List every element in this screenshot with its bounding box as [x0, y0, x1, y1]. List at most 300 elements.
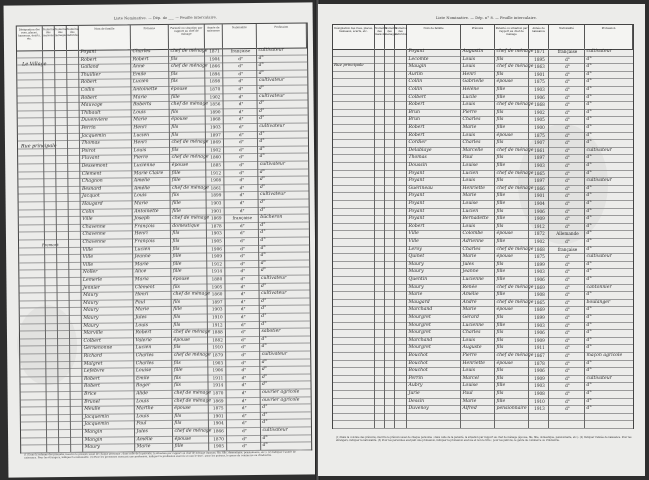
- birth-year-cell: 1910: [534, 398, 545, 404]
- relation-cell: chef de ménage: [173, 352, 211, 358]
- profession-cell: d°: [586, 223, 592, 229]
- profession-cell: d°: [586, 383, 592, 389]
- given-name-cell: Louis: [135, 322, 149, 328]
- profession-cell: sabotier: [261, 328, 281, 335]
- birth-year-cell: 1875: [212, 405, 224, 411]
- nationality-cell: d°: [238, 116, 244, 122]
- relation-cell: épouse: [496, 231, 513, 237]
- nationality-cell: d°: [241, 390, 247, 396]
- profession-cell: d°: [586, 132, 592, 138]
- relation-cell: fils: [170, 79, 178, 85]
- nationality-cell: d°: [239, 177, 245, 183]
- relation-cell: fils: [171, 132, 179, 138]
- surname-cell: Colbert: [83, 338, 102, 344]
- surname-cell: Cordier: [408, 140, 427, 146]
- birth-year-cell: 1888: [212, 329, 223, 335]
- relation-cell: chef de ménage: [170, 63, 208, 70]
- relation-cell: fils: [174, 421, 182, 427]
- nationality-cell: d°: [238, 86, 244, 92]
- nationality-cell: d°: [241, 367, 247, 373]
- surname-cell: Poyant: [408, 216, 425, 222]
- given-name-cell: Emile: [135, 375, 150, 382]
- surname-cell: Maury: [408, 261, 424, 267]
- relation-cell: fils: [496, 375, 504, 381]
- surname-cell: Thomas: [408, 155, 427, 161]
- given-name-cell: Colombe: [462, 231, 484, 237]
- given-name-cell: Valerie: [135, 337, 152, 344]
- birth-year-cell: 1869: [210, 139, 221, 145]
- birth-year-cell: 1914: [212, 382, 224, 388]
- column-divider: [460, 48, 461, 428]
- surname-cell: Thibault: [81, 110, 101, 116]
- surname-cell: Perrin: [408, 375, 423, 381]
- profession-cell: d°: [586, 391, 592, 396]
- nationality-cell: d°: [565, 254, 570, 260]
- birth-year-cell: 1912: [211, 261, 223, 267]
- birth-year-cell: 1861: [210, 185, 222, 191]
- surname-cell: Besnard: [81, 186, 102, 192]
- birth-year-cell: 1908: [534, 391, 545, 396]
- relation-cell: chef de ménage: [174, 390, 212, 396]
- column-divider: [406, 48, 407, 428]
- given-name-cell: Henri: [462, 71, 476, 77]
- surname-cell: Poyant: [408, 208, 425, 214]
- nationality-cell: d°: [238, 108, 244, 114]
- given-name-cell: Louis: [134, 193, 147, 199]
- surname-cell: Mauvage: [81, 102, 103, 109]
- birth-year-cell: 1902: [534, 239, 545, 244]
- profession-cell: cultivateur: [586, 49, 612, 54]
- relation-cell: chef de ménage: [496, 185, 534, 191]
- nationality-cell: d°: [241, 352, 247, 358]
- profession-cell: cultivateur: [259, 161, 286, 167]
- nationality-cell: d°: [240, 253, 246, 259]
- given-name-cell: Louis: [462, 102, 476, 108]
- surname-cell: Maury: [84, 444, 100, 450]
- given-name-cell: Henri: [134, 231, 148, 237]
- surname-cell: Lecomte: [408, 56, 429, 62]
- surname-cell: Brun: [408, 117, 420, 123]
- birth-year-cell: 1910: [211, 314, 223, 320]
- given-name-cell: Alfred: [462, 406, 477, 412]
- nationality-cell: d°: [565, 201, 570, 206]
- surname-cell: Quinet: [408, 254, 425, 260]
- given-name-cell: Louise: [462, 383, 478, 389]
- surname-cell: Jacquot: [82, 194, 100, 200]
- birth-year-cell: 1909: [534, 337, 545, 343]
- relation-cell: chef de ménage: [172, 215, 210, 222]
- column-header: Numéros des maisons: [43, 26, 55, 50]
- surname-cell: Aubry: [408, 383, 423, 389]
- given-name-cell: Louise: [462, 201, 478, 206]
- birth-year-cell: 1870: [213, 435, 224, 442]
- profession-cell: d°: [260, 283, 267, 289]
- relation-cell: chef de ménage: [496, 246, 534, 252]
- profession-cell: d°: [586, 269, 592, 275]
- left-register-page: [4, 2, 318, 477]
- column-header: Désignation des rues, places, hameaux, écarts, etc.: [333, 25, 375, 49]
- relation-cell: épouse: [171, 162, 189, 168]
- birth-year-cell: 1906: [534, 208, 545, 214]
- birth-year-cell: 1879: [212, 352, 224, 358]
- surname-cell: Robert: [408, 125, 425, 130]
- column-header: Profession: [585, 25, 633, 49]
- nationality-cell: d°: [238, 63, 244, 69]
- profession-cell: cantonnier: [586, 284, 612, 290]
- table-row: [333, 420, 633, 429]
- nationality-cell: d°: [241, 405, 247, 411]
- column-divider: [548, 48, 549, 428]
- relation-cell: fils: [496, 330, 504, 336]
- given-name-cell: Lucien: [135, 345, 152, 351]
- given-name-cell: Marcel: [462, 375, 479, 381]
- birth-year-cell: 1863: [534, 64, 545, 70]
- given-name-cell: Henriette: [462, 185, 485, 191]
- relation-cell: épouse: [172, 276, 190, 282]
- given-name-cell: Clément: [134, 284, 155, 290]
- given-name-cell: Charles: [132, 49, 151, 55]
- given-name-cell: Louis: [462, 178, 476, 184]
- relation-cell: fille: [496, 125, 506, 130]
- given-name-cell: Charles: [462, 117, 481, 123]
- birth-year-cell: 1875: [534, 132, 545, 138]
- profession-cell: d°: [259, 146, 265, 152]
- profession-cell: d°: [260, 245, 266, 251]
- nationality-cell: d°: [241, 397, 247, 403]
- given-name-cell: Alice: [134, 269, 147, 275]
- surname-cell: Lemerle: [82, 277, 103, 283]
- relation-cell: fils: [172, 238, 180, 244]
- given-name-cell: Henri: [133, 125, 147, 131]
- given-name-cell: Marie: [462, 254, 477, 260]
- birth-year-cell: 1906: [211, 245, 222, 252]
- given-name-cell: Antoinette: [134, 208, 159, 214]
- nationality-cell: d°: [242, 435, 247, 441]
- profession-cell: d°: [586, 360, 592, 366]
- given-name-cell: Marie: [134, 261, 149, 268]
- relation-cell: fils: [496, 56, 504, 62]
- given-name-cell: Marie: [134, 201, 148, 207]
- birth-year-cell: 1898: [209, 78, 221, 84]
- birth-year-cell: 1905: [211, 238, 222, 244]
- nationality-cell: d°: [565, 79, 570, 85]
- surname-cell: Delablaye: [408, 147, 432, 153]
- column-divider: [374, 48, 375, 428]
- given-name-cell: Paul: [462, 391, 473, 396]
- relation-cell: fille: [171, 170, 181, 176]
- given-name-cell: Marie: [462, 193, 477, 199]
- nationality-cell: d°: [238, 131, 244, 137]
- profession-cell: d°: [586, 71, 592, 77]
- profession-cell: d°: [260, 253, 266, 259]
- profession-cell: d°: [586, 208, 592, 214]
- relation-cell: chef de ménage: [174, 398, 212, 404]
- profession-cell: d°: [586, 292, 592, 298]
- relation-cell: fils: [496, 178, 504, 184]
- relation-cell: fils: [172, 284, 180, 290]
- birth-year-cell: 1867: [534, 353, 545, 358]
- given-name-cell: Marcelle: [462, 147, 484, 153]
- given-name-cell: Louise: [135, 368, 152, 374]
- profession-cell: d°: [586, 406, 592, 412]
- surname-cell: Marie: [408, 292, 423, 298]
- relation-cell: fille: [496, 216, 506, 222]
- profession-cell: d°: [260, 237, 266, 243]
- nationality-cell: d°: [565, 292, 570, 298]
- birth-year-cell: 1870: [212, 390, 224, 396]
- nationality-cell: d°: [240, 314, 246, 320]
- surname-cell: Doussin: [408, 163, 428, 168]
- column-header: Prénoms: [131, 25, 169, 49]
- given-name-cell: Lucienne: [462, 322, 484, 328]
- surname-cell: Fluvant: [81, 156, 100, 162]
- given-name-cell: Marie: [132, 94, 147, 100]
- profession-cell: d°: [586, 64, 592, 70]
- column-header: Année de naissance: [529, 25, 549, 49]
- given-name-cell: Jules: [462, 261, 474, 267]
- relation-cell: fils: [171, 124, 179, 130]
- given-name-cell: Alide: [136, 391, 149, 397]
- relation-cell: épouse: [496, 254, 513, 260]
- given-name-cell: Auguste: [462, 345, 482, 351]
- nationality-cell: d°: [241, 382, 247, 388]
- nationality-cell: d°: [565, 345, 570, 351]
- given-name-cell: Louis: [133, 109, 146, 116]
- profession-cell: cultivateur: [261, 290, 287, 297]
- surname-cell: Maury: [408, 284, 424, 290]
- surname-cell: Perrin: [81, 125, 96, 131]
- nationality-cell: française: [230, 48, 251, 54]
- birth-year-cell: 1905: [211, 283, 223, 290]
- birth-year-cell: 1869: [534, 307, 545, 313]
- birth-year-cell: 1904: [534, 201, 545, 206]
- given-name-cell: Gérard: [462, 315, 479, 320]
- profession-cell: d°: [586, 337, 592, 343]
- surname-cell: Ville: [408, 239, 419, 244]
- profession-cell: d°: [262, 412, 268, 418]
- birth-year-cell: 1906: [534, 94, 545, 100]
- nationality-cell: française: [557, 49, 578, 54]
- surname-cell: Poyant: [408, 178, 425, 184]
- nationality-cell: d°: [565, 132, 570, 138]
- given-name-cell: Roger: [136, 383, 151, 389]
- birth-year-cell: 1870: [209, 86, 221, 92]
- birth-year-cell: 1903: [209, 124, 221, 130]
- nationality-cell: d°: [565, 307, 570, 313]
- nationality-cell: d°: [239, 139, 244, 145]
- given-name-cell: Lucile: [462, 94, 477, 100]
- profession-cell: d°: [586, 170, 592, 176]
- surname-cell: Clement: [81, 171, 102, 177]
- birth-year-cell: 1905: [534, 117, 545, 123]
- nationality-cell: d°: [565, 261, 570, 267]
- relation-cell: fille: [496, 193, 506, 199]
- nationality-cell: d°: [239, 192, 245, 198]
- surname-cell: Robert: [408, 223, 425, 229]
- profession-cell: d°: [586, 277, 592, 282]
- profession-cell: cultivateur: [261, 351, 288, 357]
- profession-cell: d°: [586, 125, 592, 130]
- given-name-cell: François: [134, 239, 155, 245]
- nationality-cell: d°: [565, 383, 570, 389]
- birth-year-cell: 1912: [212, 321, 223, 328]
- profession-cell: d°: [259, 184, 266, 190]
- nationality-cell: d°: [240, 276, 246, 282]
- relation-cell: fille: [173, 367, 183, 374]
- given-name-cell: Robert: [132, 56, 149, 62]
- birth-year-cell: 1865: [534, 170, 545, 176]
- given-name-cell: Marie: [135, 307, 150, 313]
- nationality-cell: française: [232, 215, 253, 221]
- nationality-cell: d°: [565, 109, 570, 115]
- relation-cell: fils: [496, 117, 504, 123]
- nationality-cell: d°: [238, 70, 244, 76]
- relation-cell: fille: [496, 383, 506, 389]
- surname-cell: Marchand: [408, 307, 433, 313]
- surname-cell: Poyant: [408, 193, 425, 199]
- nationality-cell: d°: [241, 359, 247, 365]
- relation-cell: fils: [496, 315, 504, 320]
- birth-year-cell: 1869: [210, 215, 222, 221]
- relation-cell: fils: [496, 71, 504, 77]
- given-name-cell: Bernadette: [462, 216, 489, 222]
- nationality-cell: Allemande: [556, 231, 579, 237]
- nationality-cell: d°: [239, 200, 245, 206]
- given-name-cell: Charles: [135, 353, 154, 359]
- profession-cell: d°: [586, 109, 592, 115]
- relation-cell: fille: [496, 398, 506, 404]
- surname-cell: Haugard: [82, 201, 103, 207]
- profession-cell: d°: [261, 367, 268, 373]
- birth-year-cell: 1900: [534, 125, 545, 130]
- relation-cell: fille: [496, 163, 506, 168]
- given-name-cell: Anne: [132, 64, 145, 70]
- relation-cell: domestique: [172, 223, 200, 229]
- profession-cell: d°: [261, 374, 268, 380]
- nationality-cell: d°: [565, 125, 570, 130]
- birth-year-cell: 1861: [534, 147, 545, 153]
- birth-year-cell: 1903: [534, 383, 545, 389]
- birth-year-cell: 1871: [534, 49, 545, 54]
- given-name-cell: Adrienne: [462, 239, 484, 244]
- birth-year-cell: 1911: [534, 345, 545, 351]
- birth-year-cell: 1908: [534, 292, 545, 298]
- left-margin-note-street: Rue principale: [20, 144, 57, 150]
- profession-cell: d°: [260, 260, 267, 266]
- nationality-cell: d°: [242, 443, 248, 449]
- column-header: Nationalité: [223, 24, 257, 48]
- nationality-cell: d°: [240, 238, 245, 244]
- right-footnote: (1) Dans la colonne des prénoms, inscrire le prénom usuel de chaque personne ; dans celle de la parenté, la situation par rapport au chef de ménage (épouse, fils, fille, domestique, pensionnaire, etc.). (2) Indiquer l'année de naissance. Pour les étrangers, indiquer la nationalité. (3) Pour les personnes exerçant une profession, indiquer la profession exercée et non le titre ; pour les patrons, le genre de commerce ou d'industrie.: [336, 436, 632, 443]
- given-name-cell: Louis: [462, 56, 476, 62]
- profession-cell: d°: [586, 216, 592, 222]
- column-header: Numéros des ménages: [55, 26, 67, 50]
- given-name-cell: Henriette: [462, 360, 485, 366]
- nationality-cell: d°: [565, 216, 570, 222]
- nationality-cell: d°: [239, 146, 244, 152]
- relation-cell: fils: [172, 246, 180, 252]
- surname-cell: Robert: [80, 95, 97, 101]
- nationality-cell: d°: [565, 360, 570, 366]
- birth-year-cell: 1903: [212, 359, 224, 366]
- given-name-cell: Amelie: [133, 178, 150, 184]
- surname-cell: Brun: [408, 109, 420, 115]
- given-name-cell: Charles: [462, 246, 481, 252]
- surname-cell: Mourgret: [408, 330, 431, 336]
- relation-cell: fille: [496, 94, 506, 100]
- nationality-cell: d°: [565, 315, 570, 320]
- given-name-cell: Renée: [462, 284, 478, 290]
- nationality-cell: d°: [241, 412, 247, 418]
- relation-cell: fille: [174, 443, 184, 450]
- relation-cell: fils: [173, 360, 181, 366]
- surname-cell: Dessemont: [81, 163, 108, 169]
- nationality-cell: d°: [565, 284, 570, 290]
- surname-cell: Robert: [83, 376, 100, 382]
- relation-cell: épouse: [173, 337, 191, 343]
- surname-cell: Jurie: [408, 391, 420, 396]
- birth-year-cell: 1901: [212, 413, 224, 419]
- birth-year-cell: 1866: [209, 63, 221, 69]
- profession-cell: maçon agricole: [586, 353, 623, 358]
- nationality-cell: d°: [565, 193, 570, 199]
- birth-year-cell: 1906: [534, 277, 545, 282]
- profession-cell: d°: [586, 315, 592, 320]
- given-name-cell: Charles: [462, 140, 481, 146]
- profession-cell: d°: [586, 94, 592, 100]
- surname-cell: Colin: [82, 209, 95, 215]
- right-register-page: [318, 4, 645, 476]
- given-name-cell: François: [134, 223, 155, 230]
- right-column-headers: [332, 24, 634, 50]
- surname-cell: Poyant: [408, 49, 425, 54]
- nationality-cell: d°: [565, 64, 570, 70]
- nationality-cell: d°: [239, 169, 245, 175]
- given-name-cell: Augustin: [462, 49, 484, 54]
- given-name-cell: Henri: [135, 292, 149, 298]
- profession-cell: d°: [261, 298, 267, 304]
- birth-year-cell: 1906: [212, 367, 224, 373]
- birth-year-cell: 1897: [211, 299, 223, 305]
- birth-year-cell: 1902: [534, 109, 545, 115]
- profession-cell: d°: [260, 230, 266, 236]
- relation-cell: fille: [173, 307, 182, 313]
- nationality-cell: d°: [565, 94, 570, 100]
- profession-cell: d°: [260, 199, 266, 205]
- profession-cell: d°: [586, 307, 592, 313]
- surname-cell: Ville: [82, 254, 94, 261]
- birth-year-cell: 1875: [534, 254, 545, 260]
- profession-cell: d°: [258, 55, 264, 61]
- relation-cell: fille: [496, 201, 506, 206]
- relation-cell: épouse: [496, 307, 513, 313]
- nationality-cell: d°: [565, 277, 570, 282]
- relation-cell: fils: [496, 155, 504, 161]
- nationality-cell: d°: [565, 155, 570, 161]
- profession-cell: d°: [586, 117, 592, 123]
- nationality-cell: d°: [240, 321, 246, 327]
- nationality-cell: d°: [239, 184, 245, 190]
- surname-cell: Thomas: [81, 140, 100, 147]
- birth-year-cell: 1895: [534, 56, 545, 62]
- birth-year-cell: 1866: [213, 428, 224, 434]
- surname-cell: Bouchot: [408, 360, 428, 366]
- birth-year-cell: 1868: [209, 116, 221, 122]
- birth-year-cell: 1872: [534, 231, 545, 237]
- birth-year-cell: 1909: [534, 216, 545, 222]
- nationality-cell: d°: [238, 101, 244, 107]
- surname-cell: Marchand: [408, 337, 433, 343]
